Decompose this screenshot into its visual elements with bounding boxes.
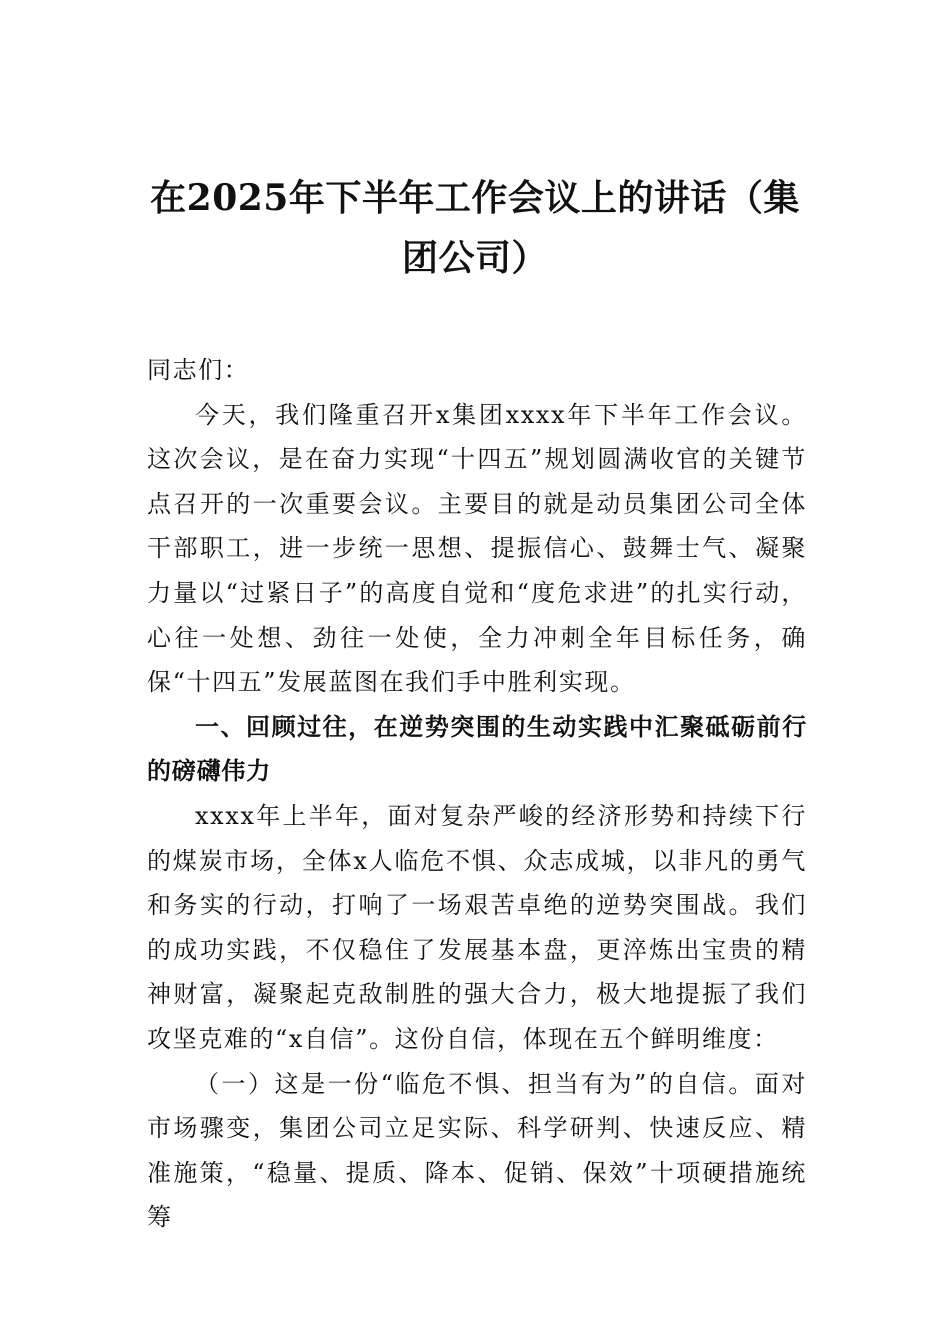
document-body <box>147 348 807 1240</box>
document-title: 在2025年下半年工作会议上的讲话（集团公司） <box>150 177 800 279</box>
salutation: 同志们： <box>147 356 250 384</box>
intro-paragraph: 今天，我们隆重召开x集团xxxx年下半年工作会议。这次会议，是在奋力实现“十四五”规划圆满收官的关键节点召开的一次重要会议。主要目的就是动员集团公司全体干部职工，进一步统一思想、提振信心、鼓舞士气、凝聚力量以“过紧日子”的高度自觉和“度危求进”的扎实行动，心往一处想、劲往一处使，全力冲刺全年目标任务，确保“十四五”发展蓝图在我们手中胜利实现。 <box>147 400 807 697</box>
section-heading: 一、回顾过往，在逆势突围的生动实践中汇聚砥砺前行的磅礴伟力 <box>147 712 807 786</box>
section-paragraph-2: （一）这是一份“临危不惧、担当有为”的自信。面对市场骤变，集团公司立足实际、科学研判、快速反应、精准施策，“稳量、提质、降本、促销、保效”十项硬措施统筹 <box>147 1069 807 1232</box>
section-paragraph-1: xxxx年上半年，面对复杂严峻的经济形势和持续下行的煤炭市场，全体x人临危不惧、众志成城，以非凡的勇气和务实的行动，打响了一场艰苦卓绝的逆势突围战。我们的成功实践，不仅稳住了发展基本盘，更淬炼出宝贵的精神财富，凝聚起克敌制胜的强大合力，极大地提振了我们攻坚克难的“x自信”。这份自信，体现在五个鲜明维度： <box>147 801 807 1053</box>
